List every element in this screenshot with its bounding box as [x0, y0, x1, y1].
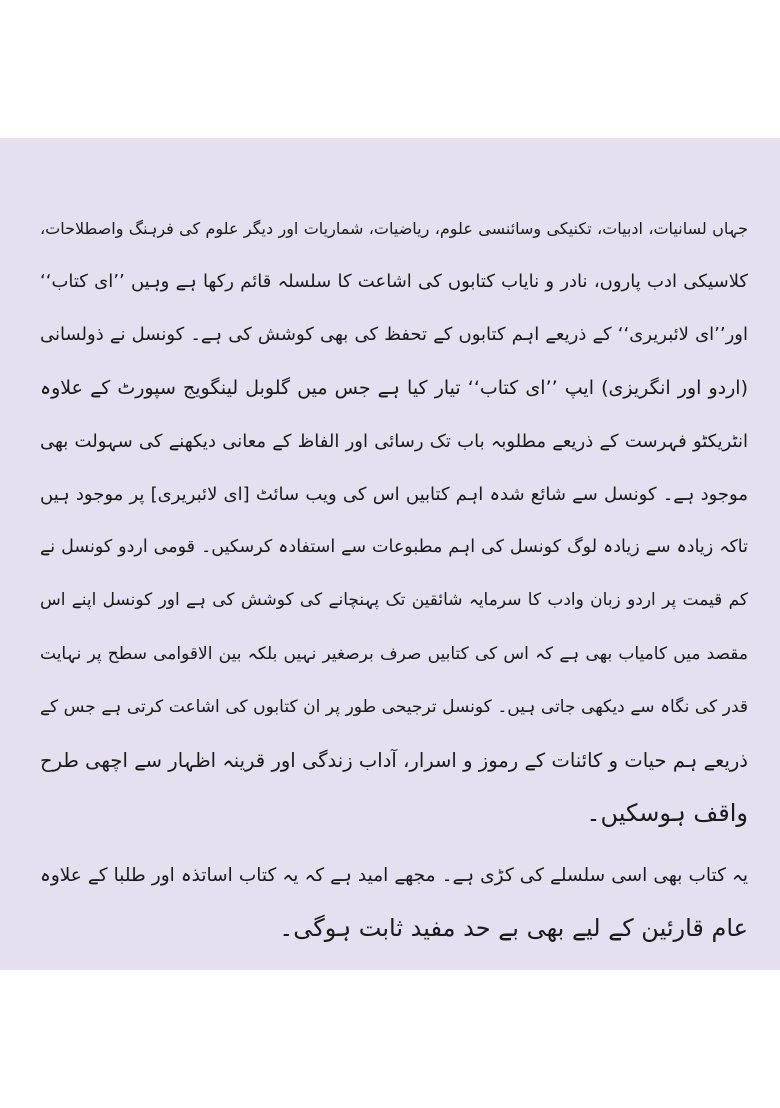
paragraph-gap: [40, 840, 748, 849]
text-line: کم قیمت پر اردو زبان وادب کا سرمایہ شائقین تک پہنچانے کی کوشش کی ہے اور کونسل اپنے اس: [40, 590, 748, 611]
scanned-page: [0, 138, 780, 970]
text-line: مقصد میں کامیاب بھی ہے کہ اس کی کتابیں صرف برصغیر نہیں بلکہ بین الاقوامی سطح پر نہایت: [40, 643, 748, 664]
text-line: عام قارئین کے لیے بھی بے حد مفید ثابت ہوگی۔: [279, 914, 748, 943]
text-line: تاکہ زیادہ سے زیادہ لوگ کونسل کی اہم مطبوعات سے استفادہ کرسکیں۔ قومی اردو کونسل نے: [40, 537, 748, 558]
text-line: انٹریکٹو فہرست کے ذریعے مطلوبہ باب تک رسائی اور الفاظ کے معانی دیکھنے کی سہولت بھی: [40, 430, 748, 452]
text-line: واقف ہوسکیں۔: [586, 799, 748, 828]
text-line: موجود ہے۔ کونسل سے شائع شدہ اہم کتابیں اس کی ویب سائٹ [ای لائبریری] پر موجود ہیں: [40, 483, 748, 505]
urdu-text-body: [40, 202, 748, 956]
text-line: اور’’ای لائبریری‘‘ کے ذریعے اہم کتابوں کے تحفظ کی بھی کوشش کی ہے۔ کونسل نے ذولسانی: [40, 324, 748, 346]
text-line: جہاں لسانیات، ادبیات، تکنیکی وسائنسی علوم، ریاضیات، شماریات اور دیگر علوم کی فرہنگ واصطلاحات،: [40, 219, 748, 238]
text-line: (اردو اور انگریزی) ایپ ’’ای کتاب‘‘ تیار کیا ہے جس میں گلوبل لینگویج سپورٹ کے علاوہ: [40, 376, 748, 399]
text-line: یہ کتاب بھی اسی سلسلے کی کڑی ہے۔ مجھے امید ہے کہ یہ کتاب اساتذہ اور طلبا کے علاوہ: [40, 865, 748, 887]
text-line: ذریعے ہم حیات و کائنات کے رموز و اسرار، آداب زندگی اور قرینہ اظہار سے اچھی طرح: [40, 748, 748, 772]
text-line: کلاسیکی ادب پاروں، نادر و نایاب کتابوں کی اشاعت کا سلسلہ قائم رکھا ہے وہیں ’’ای کتاب‘‘: [40, 271, 748, 293]
text-line: قدر کی نگاہ سے دیکھی جاتی ہیں۔ کونسل ترجیحی طور پر ان کتابوں کی اشاعت کرتی ہے جس کے: [40, 696, 748, 717]
